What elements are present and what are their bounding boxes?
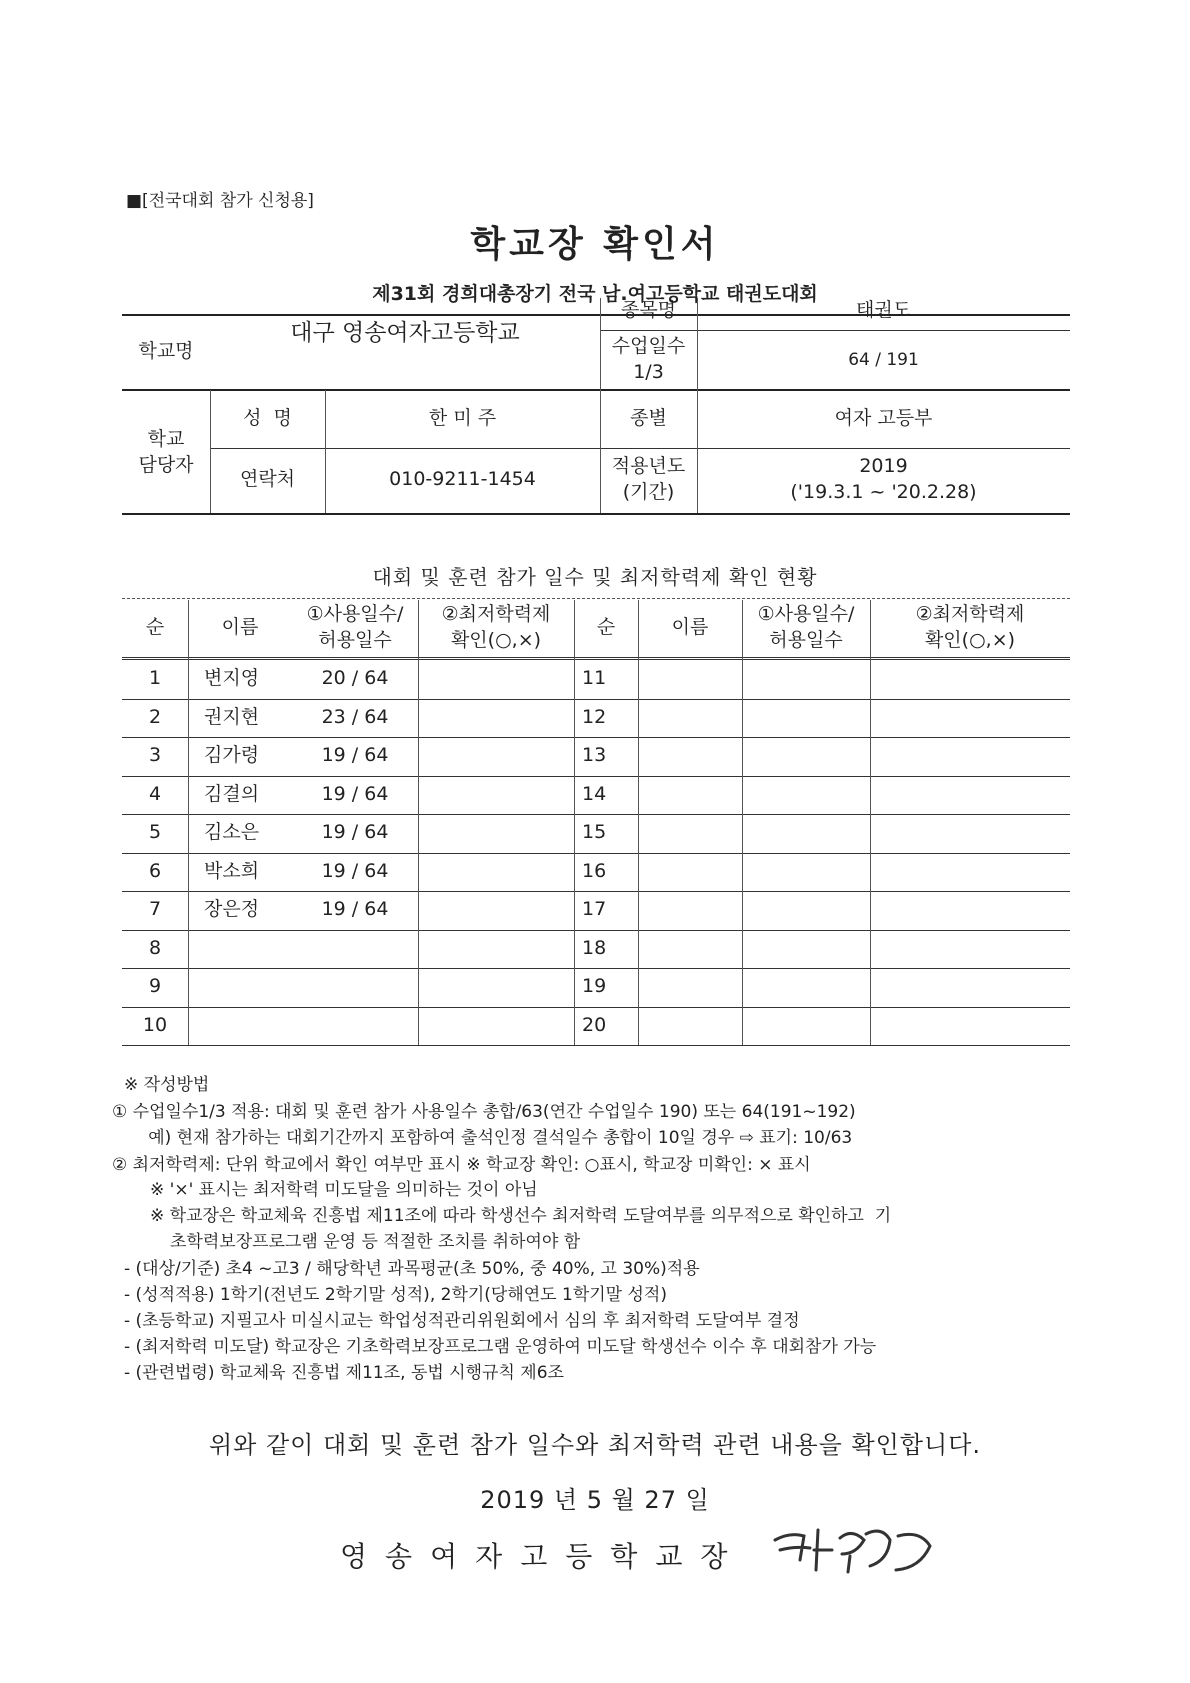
header-check-left-line1: ②최저학력제	[441, 603, 551, 626]
cell-days	[292, 930, 418, 969]
header-check-right	[870, 600, 1070, 656]
cell-no: 7	[148, 898, 162, 921]
header-check-left-line2: 확인(○,×)	[450, 629, 542, 651]
year-value-line2: ('19.3.1 ~ '20.2.28)	[790, 481, 977, 503]
cell-check	[418, 776, 574, 815]
cell-name: 박소희	[204, 859, 260, 882]
note-line: ① 수업일수1/3 적용: 대회 및 훈련 참가 사용일수 총합/63(연간 수업일수 190) 또는 64(191~192)	[112, 1102, 856, 1122]
cell-no: 16	[582, 859, 607, 882]
cell-name	[638, 930, 758, 969]
cell-name: 김결의	[204, 782, 260, 805]
cell-days	[742, 737, 870, 776]
cell-no: 15	[582, 821, 607, 844]
cell-no: 18	[582, 936, 607, 959]
contact-label: 연락처	[239, 468, 296, 491]
cell-no: 20	[582, 1013, 607, 1036]
school-label: 학교명	[138, 339, 194, 362]
cell-days: 20 / 64	[321, 667, 389, 690]
principal-title: 영송여자고등학교장	[340, 1540, 746, 1573]
note-line: - (최저학력 미도달) 학교장은 기초학력보장프로그램 운영하여 미도달 학생선수 이수 후 대회참가 가능	[124, 1337, 877, 1357]
school-name: 대구 영송여자고등학교	[290, 320, 520, 347]
cell-days	[742, 968, 870, 1007]
cell-name	[188, 1007, 308, 1046]
note-line: 초학력보장프로그램 운영 등 적절한 조치를 취하여야 함	[170, 1232, 581, 1252]
header-name-right: 이름	[671, 616, 709, 639]
confirmation-statement: 위와 같이 대회 및 훈련 참가 일수와 최저학력 관련 내용을 확인합니다.	[208, 1431, 982, 1459]
cell-check	[870, 1007, 1070, 1046]
header-no-left: 순	[145, 616, 165, 639]
school-days-label-line1: 수업일수	[611, 335, 686, 358]
signature-image	[770, 1520, 940, 1580]
column-divider	[742, 600, 743, 1045]
contact-value: 010-9211-1454	[389, 468, 536, 491]
cell-check	[418, 660, 574, 699]
cell-days	[742, 699, 870, 738]
header-days-left	[292, 600, 418, 656]
cell-check	[418, 853, 574, 892]
cell-name: 권지현	[204, 705, 260, 728]
cell-check	[418, 737, 574, 776]
note-line: ※ '×' 표시는 최저학력 미도달을 의미하는 것이 아님	[150, 1180, 538, 1200]
principal-signature	[770, 1520, 940, 1584]
manager-label-line2: 담당자	[138, 453, 194, 476]
header-days-right-line1: ①사용일수/	[757, 603, 855, 626]
cell-check	[870, 699, 1070, 738]
cell-check	[870, 737, 1070, 776]
cell-no: 6	[148, 859, 162, 882]
cell-no: 4	[148, 782, 162, 805]
note-line: 예) 현재 참가하는 대회기간까지 포함하여 출석인정 결석일수 총합이 10일 경우 ⇨ 표기: 10/63	[132, 1128, 853, 1148]
cell-name	[188, 968, 308, 1007]
cell-check	[418, 930, 574, 969]
cell-days: 19 / 64	[321, 782, 389, 805]
cell-check	[418, 891, 574, 930]
cell-no: 19	[582, 975, 607, 998]
cell-no: 12	[582, 705, 607, 728]
header-days-left-line2: 허용일수	[318, 629, 392, 651]
school-days-label	[600, 333, 697, 387]
cell-name	[638, 891, 758, 930]
manager-name-label: 성 명	[243, 407, 292, 430]
cell-name	[638, 853, 758, 892]
column-divider	[638, 600, 639, 1045]
cell-name	[638, 968, 758, 1007]
note-line: ② 최저학력제: 단위 학교에서 확인 여부만 표시 ※ 학교장 확인: ○표시, 학교장 미확인: × 표시	[112, 1155, 811, 1175]
note-line: - (초등학교) 지필고사 미실시교는 학업성적관리위원회에서 심의 후 최저학력 도달여부 결정	[124, 1311, 800, 1331]
header-no-right: 순	[596, 616, 616, 639]
manager-label	[122, 410, 210, 495]
header-days-left-line1: ①사용일수/	[306, 603, 404, 626]
category-value: 여자 고등부	[834, 407, 933, 430]
cell-days	[742, 853, 870, 892]
cell-days: 19 / 64	[321, 898, 389, 921]
note-line: - (성적적용) 1학기(전년도 2학기말 성적), 2학기(당해연도 1학기말 성적)	[124, 1285, 667, 1305]
column-divider	[574, 600, 575, 1045]
cell-check	[870, 660, 1070, 699]
column-divider	[418, 600, 419, 1045]
cell-name: 김가령	[204, 744, 260, 767]
header-check-right-line1: ②최저학력제	[915, 603, 1025, 626]
cell-name: 변지영	[204, 667, 260, 690]
cell-check	[418, 699, 574, 738]
cell-name	[638, 1007, 758, 1046]
cell-no: 14	[582, 782, 607, 805]
event-value: 태권도	[855, 299, 912, 322]
year-label-line1: 적용년도	[611, 455, 686, 478]
cell-no: 2	[148, 705, 162, 728]
cell-check	[418, 814, 574, 853]
document-title: 학교장 확인서	[470, 224, 720, 265]
cell-no: 3	[148, 744, 162, 767]
row-divider	[122, 1045, 1070, 1046]
cell-check	[870, 776, 1070, 815]
cell-days: 23 / 64	[321, 705, 389, 728]
cell-name	[638, 699, 758, 738]
cell-name	[188, 930, 308, 969]
column-divider	[188, 600, 189, 1045]
cell-days	[742, 930, 870, 969]
cell-no: 11	[582, 667, 607, 690]
cell-check	[870, 891, 1070, 930]
header-check-left	[418, 600, 574, 656]
year-label	[600, 450, 697, 510]
header-days-right-line2: 허용일수	[769, 629, 843, 651]
cell-days	[742, 660, 870, 699]
cell-no: 10	[142, 1013, 168, 1036]
cell-name	[638, 737, 758, 776]
cell-name	[638, 776, 758, 815]
cell-days: 19 / 64	[321, 821, 389, 844]
year-value-line1: 2019	[859, 455, 908, 478]
header-name-left: 이름	[221, 616, 259, 639]
competition-name: 제31회 경희대총장기 전국 남.여고등학교 태권도대회	[372, 283, 818, 305]
cell-days	[292, 1007, 418, 1046]
cell-check	[870, 930, 1070, 969]
cell-no: 5	[148, 821, 162, 844]
header-check-right-line2: 확인(○,×)	[924, 629, 1016, 651]
section-title: 대회 및 훈련 참가 일수 및 최저학력제 확인 현황	[372, 565, 818, 589]
issue-date: 2019 년 5 월 27 일	[480, 1486, 710, 1514]
form-label: ■[전국대회 참가 신청용]	[126, 191, 314, 211]
year-label-line2: (기간)	[622, 481, 675, 503]
cell-no: 17	[582, 898, 607, 921]
cell-check	[870, 968, 1070, 1007]
cell-check	[870, 853, 1070, 892]
cell-name	[638, 660, 758, 699]
school-days-value: 64 / 191	[848, 349, 919, 370]
cell-no: 9	[148, 975, 162, 998]
cell-check	[870, 814, 1070, 853]
cell-no: 1	[148, 667, 162, 690]
note-line: ※ 학교장은 학교체육 진흥법 제11조에 따라 학생선수 최저학력 도달여부를 의무적으로 확인하고 기	[150, 1206, 892, 1226]
cell-check	[418, 968, 574, 1007]
manager-label-line1: 학교	[147, 427, 185, 450]
year-value	[697, 450, 1070, 510]
cell-days	[742, 814, 870, 853]
note-line: ※ 작성방법	[124, 1075, 210, 1095]
column-divider	[870, 600, 871, 1045]
cell-days	[742, 776, 870, 815]
event-label: 종목명	[620, 299, 677, 322]
cell-name	[638, 814, 758, 853]
cell-days: 19 / 64	[321, 859, 389, 882]
note-line: - (관련법령) 학교체육 진흥법 제11조, 동법 시행규칙 제6조	[124, 1363, 564, 1383]
manager-name-value: 한 미 주	[428, 407, 497, 430]
cell-name: 장은정	[204, 898, 260, 921]
cell-check	[418, 1007, 574, 1046]
category-label: 종별	[630, 407, 667, 430]
cell-days: 19 / 64	[321, 744, 389, 767]
header-days-right	[742, 600, 870, 656]
cell-no: 8	[148, 936, 162, 959]
note-line: - (대상/기준) 초4 ~고3 / 해당학년 과목평균(초 50%, 중 40%, 고 30%)적용	[124, 1259, 700, 1279]
cell-days	[742, 1007, 870, 1046]
cell-days	[292, 968, 418, 1007]
cell-name: 김소은	[204, 821, 260, 844]
cell-days	[742, 891, 870, 930]
cell-no: 13	[582, 744, 607, 767]
school-days-label-line2: 1/3	[633, 361, 664, 383]
